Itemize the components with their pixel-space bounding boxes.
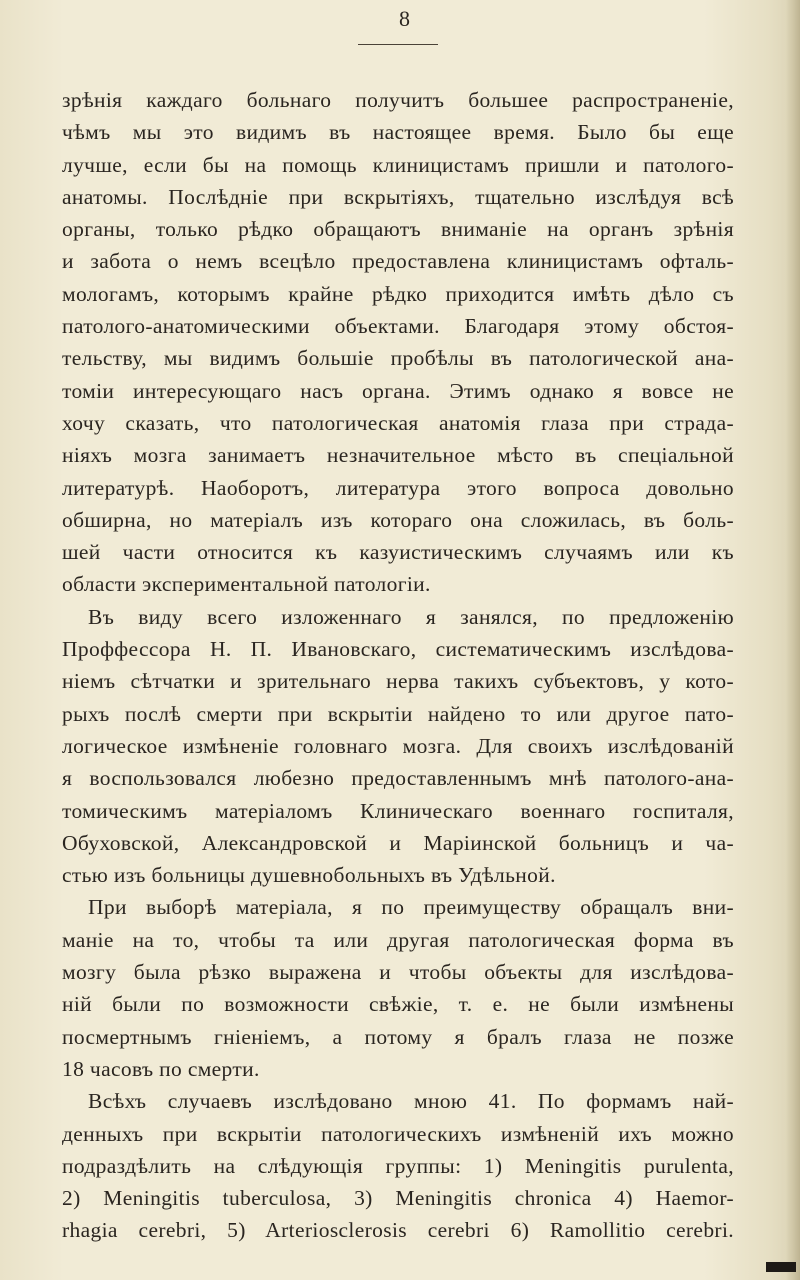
text-line: шей части относится къ казуистическимъ случаямъ или къ	[62, 540, 734, 565]
page-number-rule	[358, 44, 438, 45]
text-line: хочу сказать, что патологическая анатомія глаза при страда-	[62, 410, 734, 435]
text-line: ніемъ сѣтчатки и зрительнаго нерва такихъ субъектовъ, у кото-	[62, 669, 734, 694]
text-line: Проффессора Н. П. Ивановскаго, систематическимъ изслѣдова-	[62, 637, 734, 662]
text-line: маніе на то, чтобы та или другая патологическая форма въ	[62, 927, 734, 952]
text-line: органы, только рѣдко обращаютъ вниманіе на органъ зрѣнія	[62, 217, 734, 242]
text-line: rhagia cerebri, 5) Arteriosclerosis cerebri 6) Ramollitio cerebri.	[62, 1218, 734, 1243]
text-line: рыхъ послѣ смерти при вскрытіи найдено то или другое пато-	[62, 701, 734, 726]
text-line: 18 часовъ по смерти.	[62, 1056, 260, 1081]
text-line: томіи интересующаго насъ органа. Этимъ однако я вовсе не	[62, 378, 734, 403]
text-line: 2) Meningitis tuberculosa, 3) Meningitis chronica 4) Haemor-	[62, 1186, 734, 1211]
text-line: мологамъ, которымъ крайне рѣдко приходится имѣть дѣло съ	[62, 281, 734, 306]
body-text	[62, 84, 734, 1247]
text-line: чѣмъ мы это видимъ въ настоящее время. Было бы еще	[62, 120, 734, 145]
text-line: логическое измѣненіе головнаго мозга. Для своихъ изслѣдованій	[62, 733, 734, 758]
text-line: Всѣхъ случаевъ изслѣдовано мною 41. По формамъ най-	[88, 1089, 734, 1114]
text-line: При выборѣ матеріала, я по преимуществу обращалъ вни-	[88, 895, 734, 920]
text-line: лучше, если бы на помощь клиницистамъ пришли и патолого-	[62, 152, 734, 177]
text-line: томическимъ матеріаломъ Клиническаго военнаго госпиталя,	[62, 798, 734, 823]
text-line: литературѣ. Наоборотъ, литература этого вопроса довольно	[62, 475, 734, 500]
scan-corner-mark	[766, 1262, 796, 1272]
text-line: зрѣнія каждаго больнаго получитъ большее распространеніе,	[62, 88, 734, 112]
text-line: мозгу была рѣзко выражена и чтобы объекты для изслѣдова-	[62, 960, 734, 985]
text-line: тельству, мы видимъ большіе пробѣлы въ патологической ана-	[62, 346, 734, 371]
text-line: обширна, но матеріалъ изъ котораго она сложилась, въ боль-	[62, 507, 734, 532]
page-edge-shadow	[786, 0, 800, 1280]
text-line: Въ виду всего изложеннаго я занялся, по предложенію	[88, 604, 734, 629]
text-line: посмертнымъ гніеніемъ, а потому я бралъ глаза не позже	[62, 1024, 734, 1049]
text-line: ніяхъ мозга занимаетъ незначительное мѣсто въ спеціальной	[62, 443, 734, 468]
text-line: области экспериментальной патологіи.	[62, 572, 431, 597]
text-line: и забота о немъ всецѣло предоставлена клиницистамъ офталь-	[62, 249, 734, 274]
text-line: подраздѣлить на слѣдующія группы: 1) Meningitis purulenta,	[62, 1153, 734, 1178]
text-line: ній были по возможности свѣжіе, т. е. не были измѣнены	[62, 992, 734, 1017]
page-number: 8	[399, 6, 411, 31]
text-line: патолого-анатомическими объектами. Благодаря этому обстоя-	[62, 314, 734, 339]
text-line: я воспользовался любезно предоставленнымъ мнѣ патолого-ана-	[62, 766, 734, 791]
text-line: Обуховской, Александровской и Маріинской больницъ и ча-	[62, 830, 734, 855]
text-line: денныхъ при вскрытіи патологическихъ измѣненій ихъ можно	[62, 1121, 734, 1146]
text-line: стью изъ больницы душевнобольныхъ въ Удѣльной.	[62, 863, 556, 888]
text-line: анатомы. Послѣдніе при вскрытіяхъ, тщательно изслѣдуя всѣ	[62, 184, 734, 209]
